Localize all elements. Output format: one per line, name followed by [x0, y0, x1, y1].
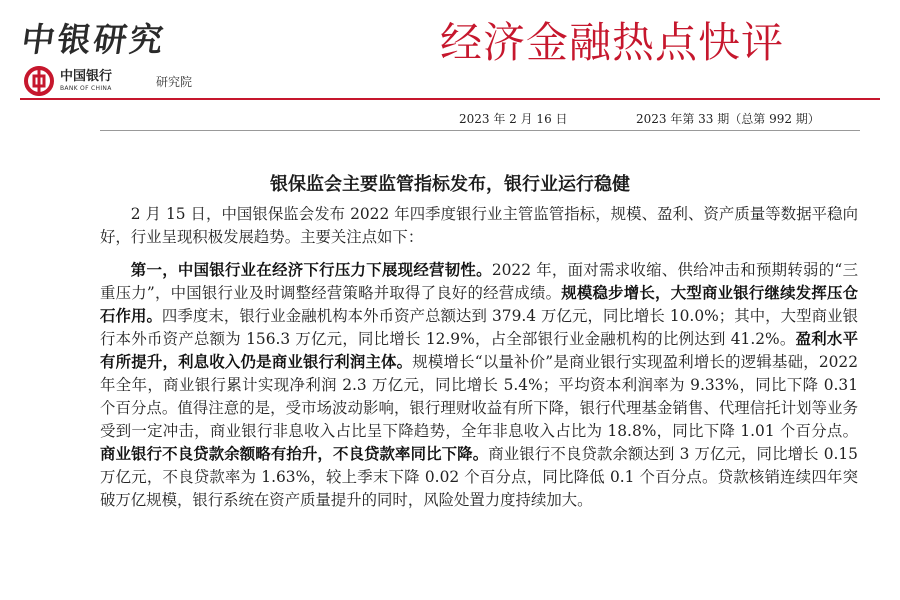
paragraph-text: 商业银行不良贷款余额达到 3 万亿元，同比增长 0.15 万亿元，不良贷款率为 1.63%，较上季末下降 0.02 个百分点，同比降低 0.1 个百分点。贷款核销连续四年突破万亿规模，银行系统在资产质量提升的同时，风险处置力度持续加大。	[100, 445, 858, 509]
meta-divider	[100, 130, 860, 131]
point-one-paragraph	[100, 259, 858, 512]
sub-heading-profit: 盈利水平有所提升，利息收入仍是商业银行利润主体。	[100, 330, 858, 371]
article-body	[100, 203, 858, 522]
sub-heading-npl: 商业银行不良贷款余额略有抬升，不良贷款率同比下降。	[100, 445, 489, 463]
paragraph-text: 2022 年，面对需求收缩、供给冲击和预期转弱的“三重压力”，中国银行业及时调整经营策略并取得了良好的经营成绩。	[100, 261, 858, 302]
logo-name-en: BANK OF CHINA	[60, 85, 112, 92]
paragraph-text: 规模增长“以量补价”是商业银行实现盈利增长的逻辑基础，2022 年全年，商业银行累计实现净利润 2.3 万亿元，同比增长 5.4%；平均资本利润率为 9.33%，同比下降 0.31 个百分点。值得注意的是，受市场波动影响，银行理财收益有所下降，银行代理基金销售、代理信托计划等业务受到一定冲击，商业银行非息收入占比呈下降趋势，全年非息收入占比为 18.8%，同比下降 1.01 个百分点。	[100, 353, 858, 440]
report-series-title: 经济金融热点快评	[440, 18, 785, 67]
brand-calligraphy: 中银研究	[18, 20, 169, 59]
sub-heading-scale: 规模稳步增长，大型商业银行继续发挥压仓石作用。	[100, 284, 858, 325]
institute-label: 研究院	[156, 75, 193, 89]
issue-number: 2023 年第 33 期（总第 992 期）	[636, 112, 820, 126]
bank-logo	[24, 66, 112, 96]
article-title: 银保监会主要监管指标发布，银行业运行稳健	[270, 174, 630, 195]
boc-logo-icon	[24, 66, 54, 96]
logo-name-cn: 中国银行	[60, 69, 113, 84]
publish-date: 2023 年 2 月 16 日	[459, 112, 568, 126]
point-heading: 第一，中国银行业在经济下行压力下展现经营韧性。	[130, 261, 492, 279]
intro-paragraph: 2 月 15 日，中国银保监会发布 2022 年四季度银行业主管监管指标，规模、盈利、资产质量等数据平稳向好，行业呈现积极发展趋势。主要关注点如下：	[100, 205, 858, 246]
header-divider	[20, 98, 880, 100]
paragraph-text: 四季度末，银行业金融机构本外币资产总额达到 379.4 万亿元，同比增长 10.0%；其中，大型商业银行本外币资产总额为 156.3 万亿元，同比增长 12.9%，占全部银行业金融机构的比例达到 41.2%。	[100, 307, 858, 348]
